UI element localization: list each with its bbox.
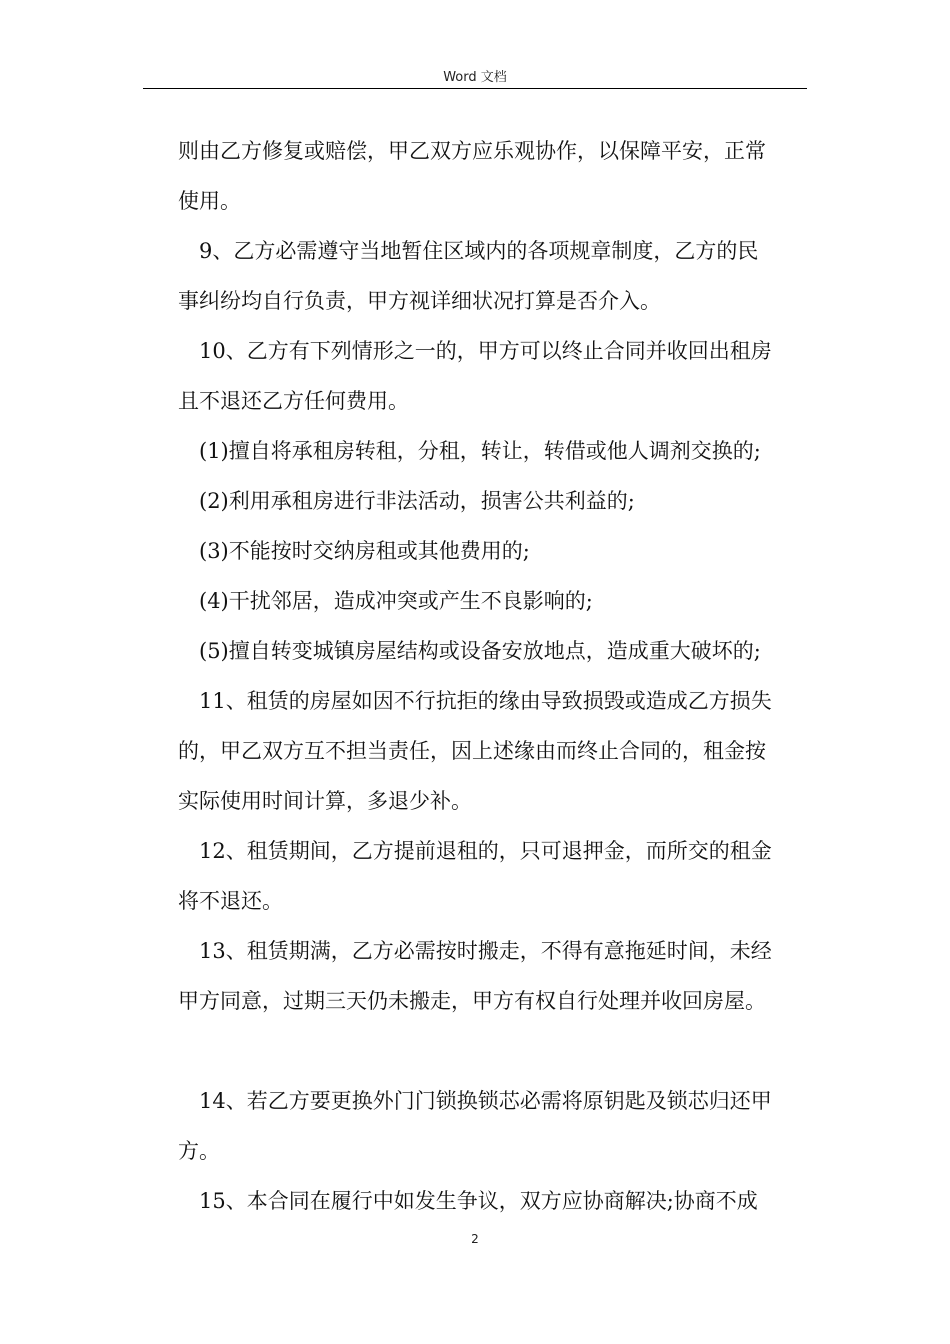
paragraph-gap: [178, 1026, 808, 1076]
clause-12: 12、租赁期间，乙方提前退租的，只可退押金，而所交的租金: [199, 839, 772, 863]
document-body: [178, 126, 808, 1226]
sub-item-5: (5)擅自转变城镇房屋结构或设备安放地点，造成重大破坏的;: [199, 639, 761, 663]
text-line: 的，甲乙双方互不担当责任，因上述缘由而终止合同的，租金按: [178, 739, 766, 763]
sub-item-3: (3)不能按时交纳房租或其他费用的;: [199, 539, 530, 563]
text-line: 实际使用时间计算，多退少补。: [178, 789, 472, 813]
clause-15: 15、本合同在履行中如发生争议，双方应协商解决;协商不成: [199, 1189, 758, 1213]
sub-item-2: (2)利用承租房进行非法活动，损害公共利益的;: [199, 489, 635, 513]
clause-14: 14、若乙方要更换外门门锁换锁芯必需将原钥匙及锁芯归还甲: [199, 1089, 772, 1113]
text-line: 事纠纷均自行负责，甲方视详细状况打算是否介入。: [178, 289, 661, 313]
text-line: 甲方同意，过期三天仍未搬走，甲方有权自行处理并收回房屋。: [178, 989, 766, 1013]
clause-13: 13、租赁期满，乙方必需按时搬走，不得有意拖延时间，未经: [199, 939, 772, 963]
header-rule: [143, 88, 807, 89]
text-line: 且不退还乙方任何费用。: [178, 389, 409, 413]
clause-11: 11、租赁的房屋如因不行抗拒的缘由导致损毁或造成乙方损失: [199, 689, 772, 713]
sub-item-4: (4)干扰邻居，造成冲突或产生不良影响的;: [199, 589, 593, 613]
page-number: 2: [471, 1232, 479, 1246]
page-header: Word 文档: [443, 70, 507, 85]
text-line: 则由乙方修复或赔偿，甲乙双方应乐观协作，以保障平安，正常: [178, 139, 766, 163]
text-line: 方。: [178, 1139, 220, 1163]
text-line: 将不退还。: [178, 889, 283, 913]
text-line: 使用。: [178, 189, 241, 213]
clause-9: 9、乙方必需遵守当地暂住区域内的各项规章制度，乙方的民: [199, 239, 759, 263]
sub-item-1: (1)擅自将承租房转租，分租，转让，转借或他人调剂交换的;: [199, 439, 761, 463]
clause-10: 10、乙方有下列情形之一的，甲方可以终止合同并收回出租房: [199, 339, 772, 363]
